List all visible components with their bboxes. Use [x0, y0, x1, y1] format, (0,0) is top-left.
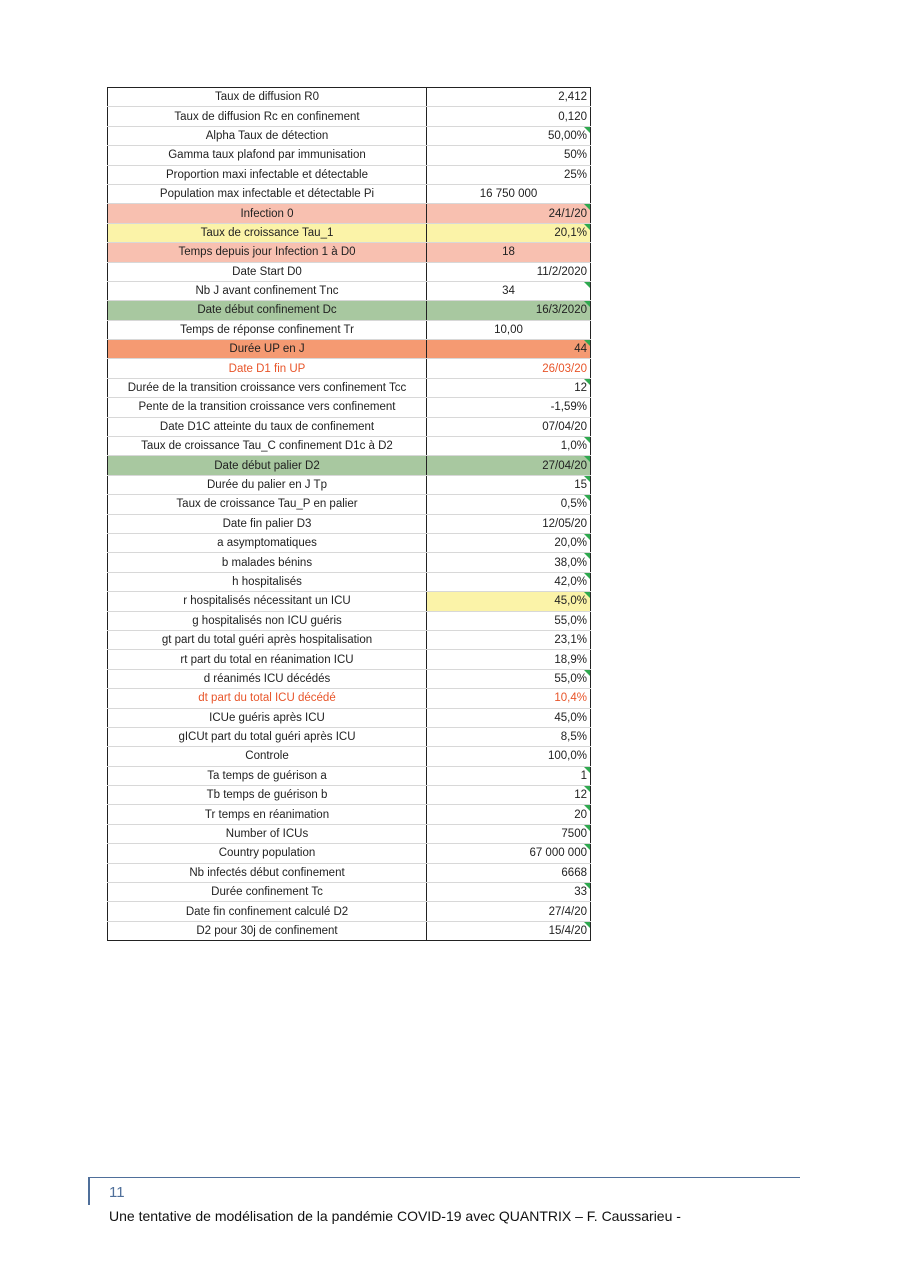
param-value: 12	[427, 378, 591, 397]
table-row	[108, 359, 591, 378]
table-row	[108, 747, 591, 766]
param-label: Durée UP en J	[108, 340, 427, 359]
table-row	[108, 863, 591, 882]
param-value: 45,0%	[427, 708, 591, 727]
table-row	[108, 766, 591, 785]
table-row	[108, 204, 591, 223]
param-value: 20,0%	[427, 533, 591, 552]
table-row	[108, 456, 591, 475]
param-label: Date D1 fin UP	[108, 359, 427, 378]
table-row	[108, 572, 591, 591]
table-row	[108, 553, 591, 572]
param-label: b malades bénins	[108, 553, 427, 572]
param-label: Durée du palier en J Tp	[108, 475, 427, 494]
param-value: 44	[427, 340, 591, 359]
table-row	[108, 165, 591, 184]
param-value: 1	[427, 766, 591, 785]
param-value: 45,0%	[427, 592, 591, 611]
param-label: Date D1C atteinte du taux de confinement	[108, 417, 427, 436]
param-label: r hospitalisés nécessitant un ICU	[108, 592, 427, 611]
param-value: 16 750 000	[427, 184, 591, 203]
table-row	[108, 844, 591, 863]
param-label: Date fin confinement calculé D2	[108, 902, 427, 921]
param-value: 11/2/2020	[427, 262, 591, 281]
table-row	[108, 902, 591, 921]
param-value: 25%	[427, 165, 591, 184]
param-label: Date début confinement Dc	[108, 301, 427, 320]
param-value: 12/05/20	[427, 514, 591, 533]
param-label: Proportion maxi infectable et détectable	[108, 165, 427, 184]
table-row	[108, 320, 591, 339]
param-label: Tb temps de guérison b	[108, 786, 427, 805]
param-value: 16/3/2020	[427, 301, 591, 320]
table-row	[108, 630, 591, 649]
param-value: 50,00%	[427, 126, 591, 145]
param-value: 8,5%	[427, 727, 591, 746]
param-label: dt part du total ICU décédé	[108, 689, 427, 708]
table-row	[108, 243, 591, 262]
table-row	[108, 184, 591, 203]
param-value: 20	[427, 805, 591, 824]
param-label: d réanimés ICU décédés	[108, 669, 427, 688]
param-label: Taux de croissance Tau_1	[108, 223, 427, 242]
param-label: gt part du total guéri après hospitalisation	[108, 630, 427, 649]
param-label: Alpha Taux de détection	[108, 126, 427, 145]
table-row	[108, 340, 591, 359]
footer-accent-bar	[88, 1177, 90, 1205]
param-value: 34	[427, 281, 591, 300]
param-value: 42,0%	[427, 572, 591, 591]
table-row	[108, 437, 591, 456]
table-row	[108, 708, 591, 727]
table-row	[108, 475, 591, 494]
param-label: ICUe guéris après ICU	[108, 708, 427, 727]
table-row	[108, 824, 591, 843]
param-value: 12	[427, 786, 591, 805]
param-value: 15/4/20	[427, 921, 591, 940]
table-row	[108, 786, 591, 805]
param-label: Country population	[108, 844, 427, 863]
param-label: Taux de diffusion R0	[108, 88, 427, 107]
param-label: Temps depuis jour Infection 1 à D0	[108, 243, 427, 262]
param-value: 55,0%	[427, 669, 591, 688]
param-value: 2,412	[427, 88, 591, 107]
param-label: Infection 0	[108, 204, 427, 223]
param-value: 10,00	[427, 320, 591, 339]
param-value: 24/1/20	[427, 204, 591, 223]
param-value: 1,0%	[427, 437, 591, 456]
param-label: Taux de croissance Tau_C confinement D1c à D2	[108, 437, 427, 456]
param-label: Nb infectés début confinement	[108, 863, 427, 882]
table-row	[108, 107, 591, 126]
table-row	[108, 921, 591, 940]
param-value: 27/4/20	[427, 902, 591, 921]
param-label: Number of ICUs	[108, 824, 427, 843]
param-value: 10,4%	[427, 689, 591, 708]
param-label: D2 pour 30j de confinement	[108, 921, 427, 940]
param-label: Date début palier D2	[108, 456, 427, 475]
table-row	[108, 805, 591, 824]
param-label: Pente de la transition croissance vers confinement	[108, 398, 427, 417]
param-label: Controle	[108, 747, 427, 766]
param-value: 15	[427, 475, 591, 494]
param-label: gICUt part du total guéri après ICU	[108, 727, 427, 746]
table-row	[108, 650, 591, 669]
param-label: Temps de réponse confinement Tr	[108, 320, 427, 339]
table-row	[108, 223, 591, 242]
table-row	[108, 669, 591, 688]
param-label: g hospitalisés non ICU guéris	[108, 611, 427, 630]
table-row	[108, 592, 591, 611]
footer-title: Une tentative de modélisation de la pandémie COVID-19 avec QUANTRIX – F. Caussarieu -	[109, 1208, 681, 1224]
param-label: Tr temps en réanimation	[108, 805, 427, 824]
param-label: Date fin palier D3	[108, 514, 427, 533]
param-value: 20,1%	[427, 223, 591, 242]
param-value: 100,0%	[427, 747, 591, 766]
param-value: 50%	[427, 146, 591, 165]
param-value: 33	[427, 883, 591, 902]
table-row	[108, 301, 591, 320]
param-value: 0,120	[427, 107, 591, 126]
param-value: -1,59%	[427, 398, 591, 417]
param-label: Ta temps de guérison a	[108, 766, 427, 785]
table-row	[108, 146, 591, 165]
param-label: Gamma taux plafond par immunisation	[108, 146, 427, 165]
param-value: 27/04/20	[427, 456, 591, 475]
table-row	[108, 883, 591, 902]
param-label: Taux de diffusion Rc en confinement	[108, 107, 427, 126]
param-value: 23,1%	[427, 630, 591, 649]
param-value: 07/04/20	[427, 417, 591, 436]
param-value: 18	[427, 243, 591, 262]
param-label: a asymptomatiques	[108, 533, 427, 552]
table-row	[108, 378, 591, 397]
table-row	[108, 126, 591, 145]
table-row	[108, 398, 591, 417]
param-label: Taux de croissance Tau_P en palier	[108, 495, 427, 514]
param-value: 55,0%	[427, 611, 591, 630]
param-value: 6668	[427, 863, 591, 882]
table-row	[108, 417, 591, 436]
param-value: 38,0%	[427, 553, 591, 572]
table-row	[108, 262, 591, 281]
table-row	[108, 727, 591, 746]
param-value: 0,5%	[427, 495, 591, 514]
table-row	[108, 495, 591, 514]
param-label: rt part du total en réanimation ICU	[108, 650, 427, 669]
param-value: 7500	[427, 824, 591, 843]
param-label: Durée de la transition croissance vers confinement Tcc	[108, 378, 427, 397]
table-row	[108, 514, 591, 533]
table-row	[108, 533, 591, 552]
param-label: Nb J avant confinement Tnc	[108, 281, 427, 300]
param-label: h hospitalisés	[108, 572, 427, 591]
table-row	[108, 611, 591, 630]
param-value: 67 000 000	[427, 844, 591, 863]
footer-divider	[88, 1177, 800, 1178]
param-label: Durée confinement Tc	[108, 883, 427, 902]
parameters-table	[107, 87, 591, 941]
table-row	[108, 689, 591, 708]
page-number: 11	[109, 1184, 125, 1201]
param-label: Population max infectable et détectable Pi	[108, 184, 427, 203]
param-value: 18,9%	[427, 650, 591, 669]
param-value: 26/03/20	[427, 359, 591, 378]
table-row	[108, 281, 591, 300]
param-label: Date Start D0	[108, 262, 427, 281]
table-row	[108, 88, 591, 107]
